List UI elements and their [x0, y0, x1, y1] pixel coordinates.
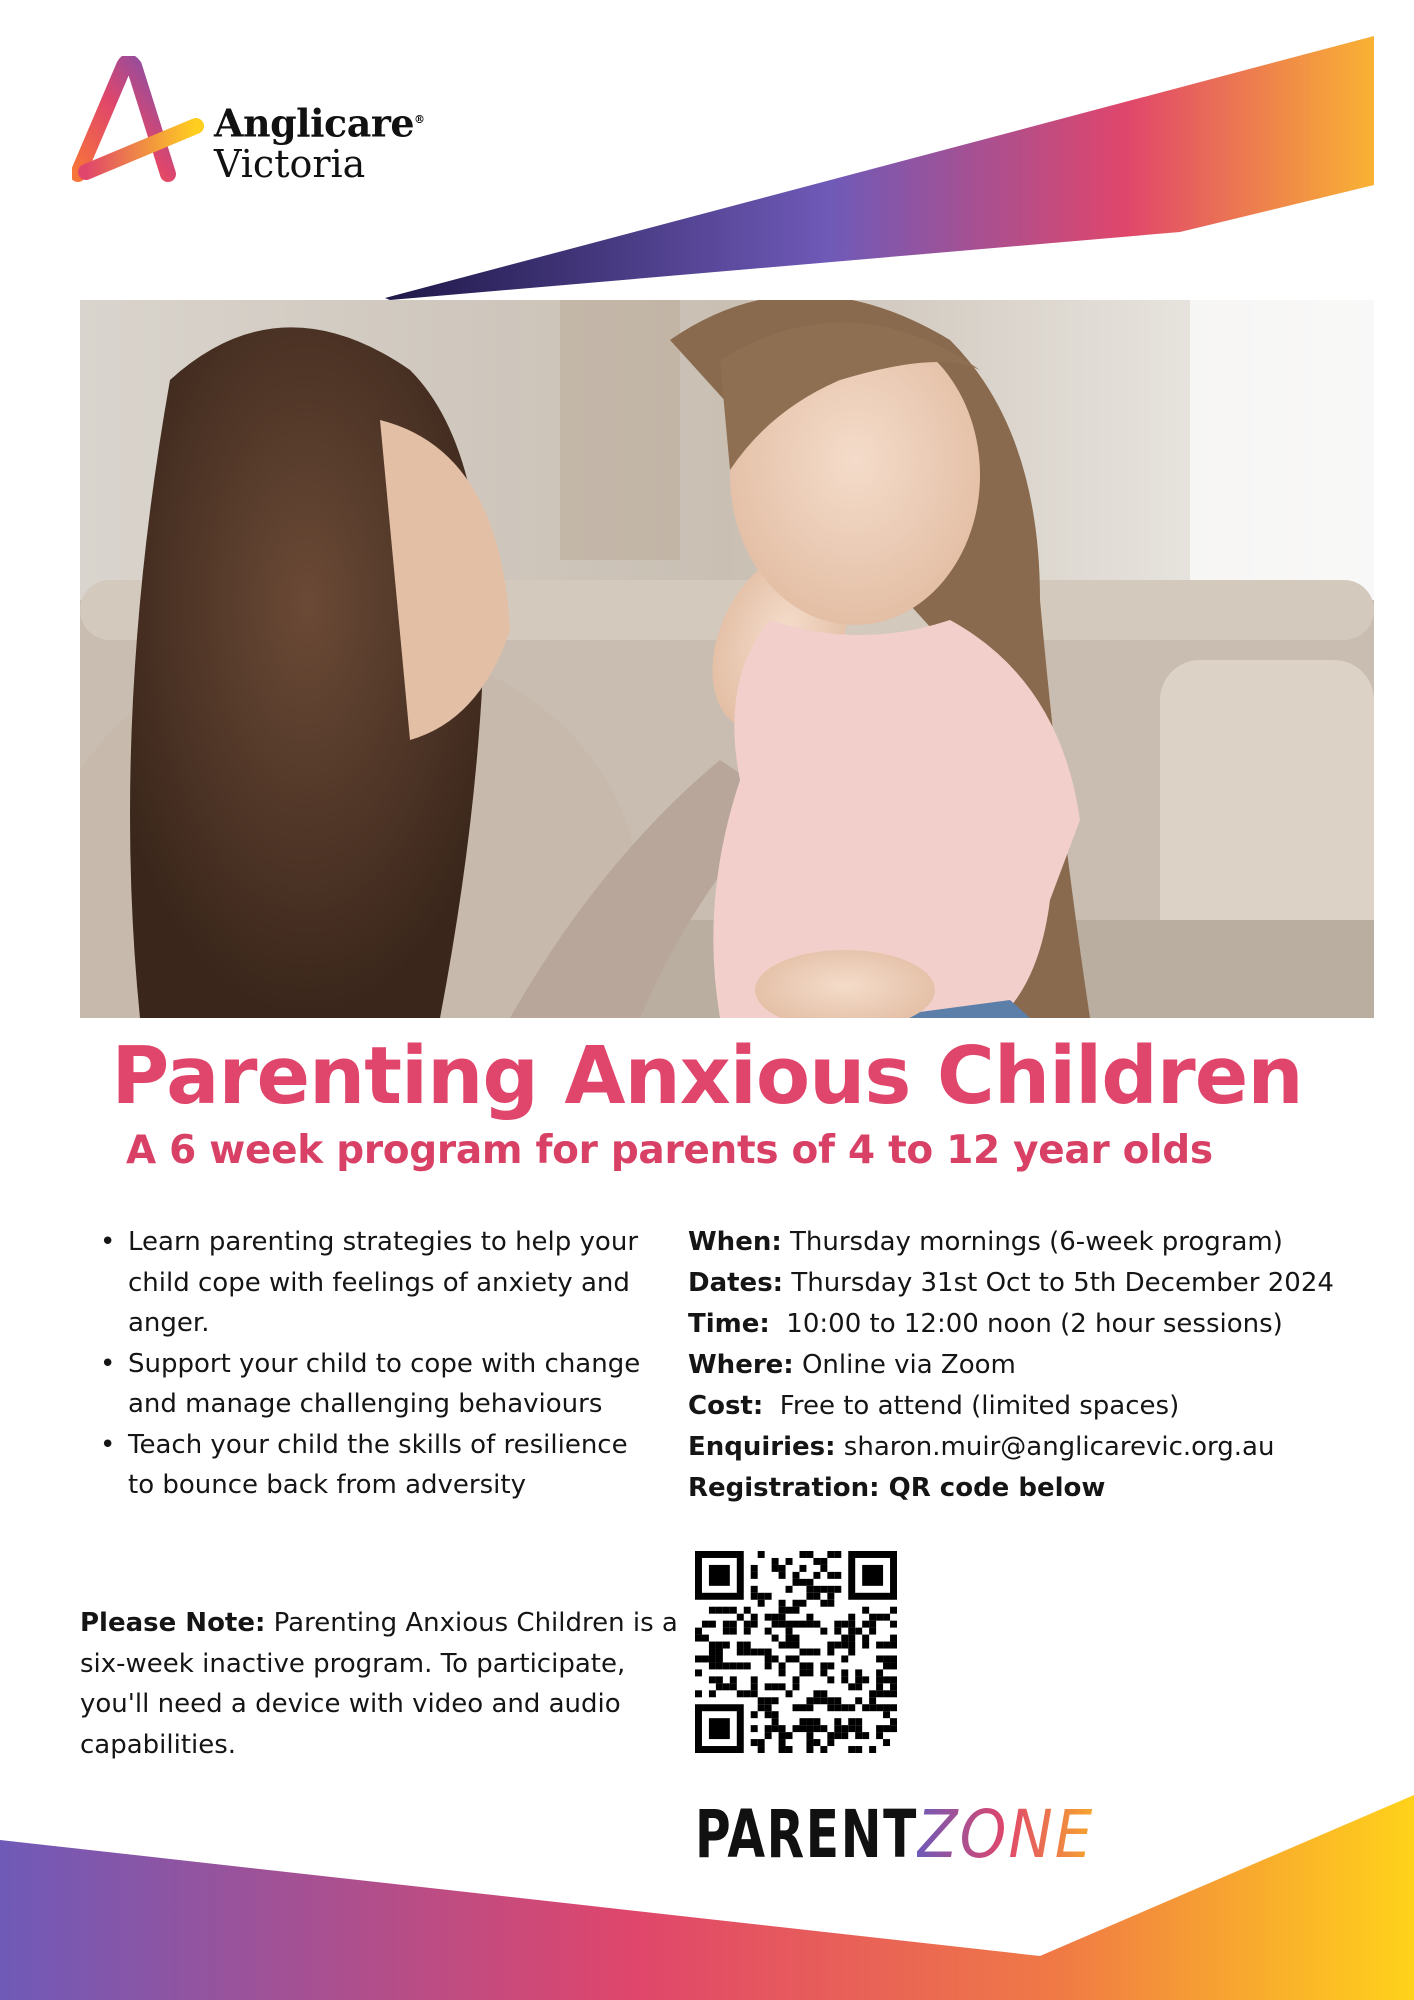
enquiries-email[interactable]: sharon.muir@anglicarevic.org.au — [835, 1432, 1275, 1462]
program-details — [688, 1222, 1398, 1509]
detail-label: Enquiries: — [688, 1432, 836, 1462]
detail-cost — [688, 1386, 1398, 1427]
benefits-list — [96, 1222, 656, 1506]
logo-name-line2: Victoria — [214, 141, 366, 186]
detail-enquiries — [688, 1427, 1398, 1468]
anglicare-a-icon — [72, 56, 212, 186]
detail-registration — [688, 1468, 1398, 1509]
detail-dates — [688, 1263, 1398, 1304]
registered-mark: ® — [414, 113, 425, 126]
detail-value: Online via Zoom — [793, 1350, 1016, 1380]
logo-name-line1: Anglicare — [214, 100, 415, 146]
list-item: • Teach your child the skills of resilience to bounce back from adversity — [96, 1425, 656, 1506]
detail-label: Time: — [688, 1309, 770, 1339]
detail-value: Thursday 31st Oct to 5th December 2024 — [783, 1268, 1334, 1298]
detail-label: When: — [688, 1227, 782, 1257]
detail-value: Thursday mornings (6-week program) — [781, 1227, 1283, 1257]
bottom-gradient-banner — [0, 1780, 1414, 2000]
logo-part-parent: PARENT — [695, 1796, 918, 1873]
page-title: Parenting Anxious Children — [111, 1030, 1303, 1122]
please-note — [80, 1603, 680, 1765]
detail-time — [688, 1304, 1398, 1345]
detail-label: Cost: — [688, 1391, 764, 1421]
list-item: • Support your child to cope with change and manage challenging behaviours — [96, 1344, 656, 1425]
detail-when — [688, 1222, 1398, 1263]
detail-where — [688, 1345, 1398, 1386]
hero-photo — [80, 300, 1374, 1018]
list-item: • Learn parenting strategies to help your child cope with feelings of anxiety and anger. — [96, 1222, 656, 1344]
note-label: Please Note: — [80, 1608, 266, 1638]
anglicare-logo — [72, 56, 452, 186]
note-text: Parenting Anxious Children is a six-week inactive program. To participate, you'll need a device with video and audio capabilities. — [80, 1608, 678, 1760]
logo-part-zone: ZONE — [916, 1796, 1095, 1873]
qr-code-icon[interactable] — [695, 1551, 897, 1753]
detail-label: Dates: — [688, 1268, 784, 1298]
page-subtitle: A 6 week program for parents of 4 to 12 year olds — [126, 1128, 1213, 1173]
detail-label: Where: — [688, 1350, 794, 1380]
detail-value: 10:00 to 12:00 noon (2 hour sessions) — [769, 1309, 1283, 1339]
photo-mother-and-daughter-icon — [80, 300, 1374, 1018]
detail-value: QR code below — [879, 1473, 1106, 1503]
detail-label: Registration: — [688, 1473, 880, 1503]
detail-value: Free to attend (limited spaces) — [763, 1391, 1180, 1421]
